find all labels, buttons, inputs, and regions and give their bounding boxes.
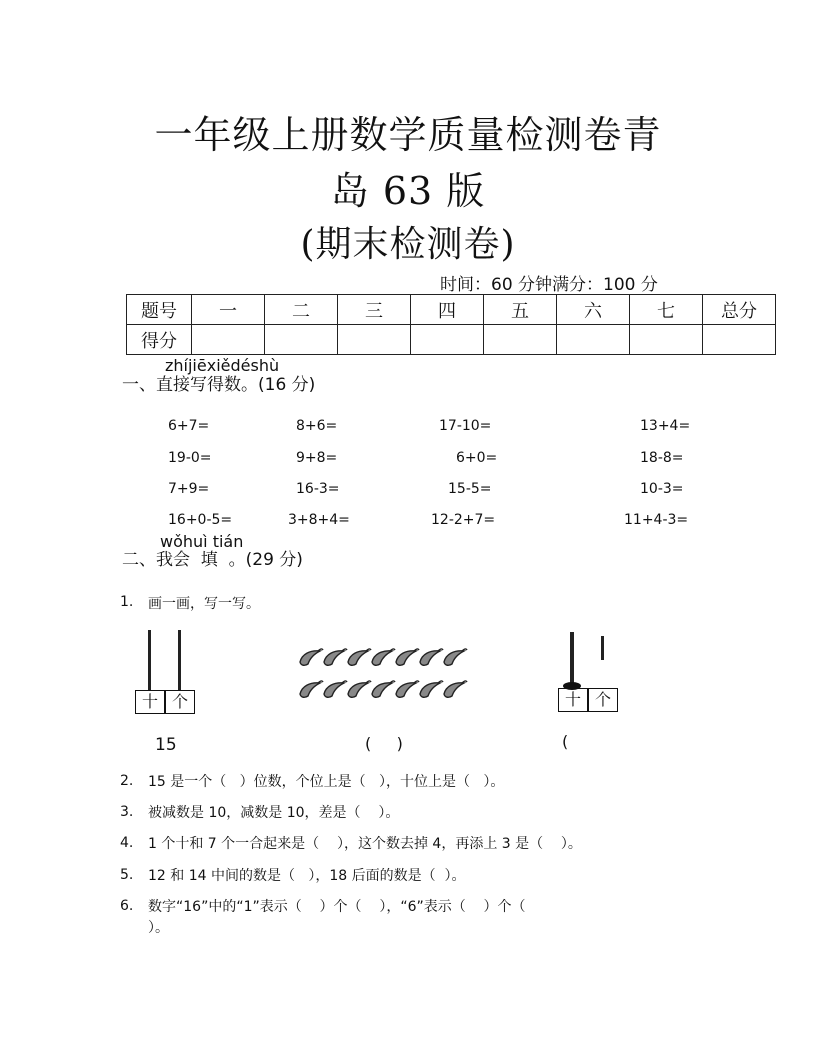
section2-pinyin: wǒhuì tián <box>160 532 244 551</box>
calc-item: 6+7= <box>168 418 210 434</box>
abacus-tens-label: 十 <box>135 690 165 714</box>
calc-item: 11+4-3= <box>624 512 689 528</box>
question-number: 4. <box>120 835 134 851</box>
pepper-icon <box>348 649 371 665</box>
calc-item: 3+8+4= <box>288 512 350 528</box>
abacus-rod <box>570 632 574 684</box>
question-number: 3. <box>120 804 134 820</box>
score-table-header-row <box>127 295 776 325</box>
calc-item: 8+6= <box>296 418 338 434</box>
calc-item: 17-10= <box>439 418 492 434</box>
page-title-line1: 一年级上册数学质量检测卷青 <box>154 113 662 157</box>
pepper-row-1 <box>300 649 467 665</box>
question-number: 5. <box>120 867 134 883</box>
pepper-row-2 <box>300 681 467 697</box>
score-header-cell: 三 <box>338 295 411 325</box>
question-text-continued: ）。 <box>148 920 169 936</box>
pepper-icon <box>300 649 323 665</box>
score-cell <box>265 325 338 355</box>
score-cell <box>557 325 630 355</box>
abacus-ones-label: 个 <box>165 690 195 714</box>
question-text: 数字“16”中的“1”表示（ ）个（ ），“6”表示（ ）个（ <box>148 899 526 915</box>
pepper-icon <box>444 681 467 697</box>
score-header-cell: 五 <box>484 295 557 325</box>
calc-item: 7+9= <box>168 481 210 497</box>
abacus-rod <box>601 636 604 660</box>
pepper-icon <box>396 649 419 665</box>
section2-title: 二、我会 填 。(29 分) <box>122 550 303 570</box>
pepper-icon <box>324 681 347 697</box>
pepper-icon <box>420 681 443 697</box>
pepper-icon <box>372 649 395 665</box>
score-cell <box>338 325 411 355</box>
page-subtitle: (期末检测卷) <box>300 224 516 265</box>
question-text: 被减数是 10，减数是 10，差是（ ）。 <box>148 805 400 821</box>
score-cell <box>192 325 265 355</box>
score-table <box>126 294 776 355</box>
score-header-cell: 总分 <box>703 295 776 325</box>
abacus-tens-label: 十 <box>558 688 588 712</box>
question-text: 画一画，写一写。 <box>148 596 260 612</box>
calc-item: 13+4= <box>640 418 691 434</box>
score-cell <box>484 325 557 355</box>
abacus-ones-label: 个 <box>588 688 618 712</box>
question-text: 15 是一个（ ）位数，个位上是（ ），十位上是（ ）。 <box>148 774 505 790</box>
score-header-cell: 六 <box>557 295 630 325</box>
score-table-score-row <box>127 325 776 355</box>
answer-mid: ( ) <box>365 734 403 753</box>
calc-item: 6+0= <box>456 450 498 466</box>
pepper-icon <box>324 649 347 665</box>
score-header-cell: 二 <box>265 295 338 325</box>
section1-pinyin: zhíjiēxiědéshù <box>165 356 280 375</box>
page-title-line2: 岛 63 版 <box>330 169 486 213</box>
score-cell <box>630 325 703 355</box>
score-row-label: 得分 <box>127 325 192 355</box>
pepper-icon <box>348 681 371 697</box>
pepper-icon <box>300 681 323 697</box>
time-info: 时间：60 分钟满分：100 分 <box>440 275 658 295</box>
section1-title: 一、直接写得数。(16 分) <box>122 375 316 395</box>
question-text: 12 和 14 中间的数是（ ），18 后面的数是（ ）。 <box>148 868 466 884</box>
question-text: 1 个十和 7 个一合起来是（ ），这个数去掉 4，再添上 3 是（ ）。 <box>148 836 582 852</box>
calc-item: 9+8= <box>296 450 338 466</box>
score-cell <box>411 325 484 355</box>
pepper-icon <box>396 681 419 697</box>
pepper-icon <box>444 649 467 665</box>
calc-item: 18-8= <box>640 450 684 466</box>
calc-item: 15-5= <box>448 481 492 497</box>
calc-item: 16-3= <box>296 481 340 497</box>
score-header-cell: 四 <box>411 295 484 325</box>
abacus-rod <box>148 630 151 690</box>
pepper-icon <box>372 681 395 697</box>
score-header-cell: 题号 <box>127 295 192 325</box>
score-header-cell: 一 <box>192 295 265 325</box>
calc-item: 10-3= <box>640 481 684 497</box>
calc-item: 16+0-5= <box>168 512 233 528</box>
calc-item: 12-2+7= <box>431 512 496 528</box>
score-cell <box>703 325 776 355</box>
question-number: 1. <box>120 594 134 610</box>
pepper-icon <box>420 649 443 665</box>
answer-right: ( <box>562 732 569 751</box>
pepper-group <box>296 642 472 712</box>
answer-left: 15 <box>155 735 177 755</box>
score-header-cell: 七 <box>630 295 703 325</box>
question-number: 6. <box>120 898 134 914</box>
abacus-rod <box>178 630 181 690</box>
question-number: 2. <box>120 773 134 789</box>
calc-item: 19-0= <box>168 450 212 466</box>
